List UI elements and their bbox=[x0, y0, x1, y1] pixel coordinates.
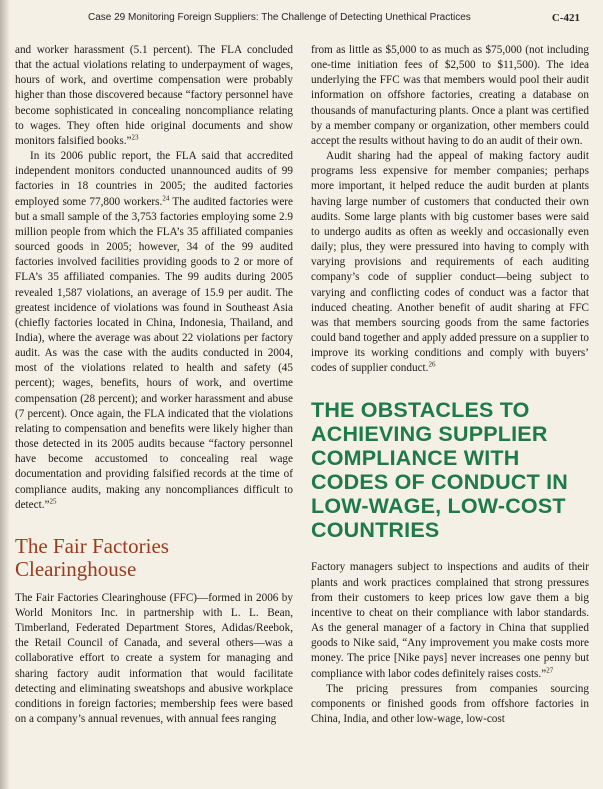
footnote-ref: 25 bbox=[49, 496, 57, 505]
page-number: C-421 bbox=[551, 12, 580, 24]
running-header bbox=[88, 12, 588, 28]
paragraph: Factory managers subject to inspections and audits of their plants and work practices complained that strong pressures from their customers to keep prices low gave them a big incentive to cheat on their compliance with labor standards. As the general manager of a factory in China that supplied goods to Nike said, “Any improvement you make costs more money. The price [Nike pays] never increases one penny but compliance with labor codes definitely raises costs.”$^{27}$ bbox=[311, 561, 589, 680]
paragraph: The pricing pressures from companies sourcing components or finished goods from offshore factories in China, India, and other low-wage, low-cost bbox=[311, 682, 589, 725]
binding-shadow bbox=[0, 0, 10, 789]
footnote-ref: 23 bbox=[131, 133, 139, 142]
left-column bbox=[15, 43, 293, 727]
paragraph: In its 2006 public report, the FLA said that accredited independent monitors conducted unannounced audits of 99 factories in 18 countries in 2005; the audited factories employed some 77,800 workers.$^{24}$ The audited factories were but a small sample of the 3,753 factories employing some 2.9 million people from which the FLA’s 35 affiliated companies sourced goods in 2005; however, 34 of the 99 audited factories involved facilities providing goods to 2 or more of FLA’s 35 affiliated companies. The 99 audits during 2005 revealed 1,587 violations, an average of 15.9 per audit. The greatest incidence of violations was found in Southeast Asia (chiefly factories located in China, Indonesia, Thailand, and India), where the average was about 22 violations per factory audit. As was the case with the audits conducted in 2004, most of the violations related to health and safety (45 percent); wages, benefits, hours of work, and overtime compensation (28 percent); and worker harassment and abuse (7 percent). Once again, the FLA indicated that the violations relating to compensation and benefits were likely higher than those detected in its 2005 audits because “factory personnel have become accustomed to concealing real wage documentation and providing falsified records at the time of compliance audits, making any noncompliances difficult to detect.”$^{25}$ bbox=[15, 150, 293, 511]
running-title: Case 29 Monitoring Foreign Suppliers: The Challenge of Detecting Unethical Practices bbox=[88, 12, 471, 23]
footnote-ref: 26 bbox=[428, 360, 436, 369]
section-heading: THE OBSTACLES TO ACHIEVING SUPPLIER COMPLIANCE WITH CODES OF CONDUCT IN LOW-WAGE, LOW-COST COUNTRIES bbox=[311, 398, 569, 543]
paragraph: from as little as $5,000 to as much as $75,000 (not including one-time initiation fees of $2,500 to $11,500). The idea underlying the FFC was that members would pool their audit information on offshore factories, creating a database on thousands of manufacturing plants. Once a plant was certified by a member company or organization, other members could accept the results without having to do an audit of their own. bbox=[311, 44, 589, 147]
paragraph: The Fair Factories Clearinghouse (FFC)—formed in 2006 by World Monitors Inc. in partnership with L. L. Bean, Timberland, Federated Department Stores, Adidas/Reebok, the Retail Council of Canada, and several others—was a collaborative effort to create a system for managing and sharing factory audit information that would facilitate detecting and eliminating sweatshops and abusive workplace conditions in foreign factories; membership fees were based on a company’s annual revenues, with annual fees ranging bbox=[15, 591, 293, 726]
footnote-ref: 27 bbox=[546, 665, 554, 674]
paragraph: Audit sharing had the appeal of making factory audit programs less expensive for member companies; perhaps more important, it helped reduce the audit burden at plants having large number of customers that conducted their own audits. Some large plants with big customer bases were said to undergo audits as often as weekly and occasionally even daily; plus, they were pressured into having to comply with varying provisions and requirements of each auditing company’s code of supplier conduct—being subject to varying and conflicting codes of conduct was a factor that induced cheating. Another benefit of audit sharing at FFC was that members sourcing goods from the same factories could band together and apply added pressure on a supplier to improve its working conditions and comply with buyers’ codes of supplier conduct.$^{26}$ bbox=[311, 150, 589, 375]
paragraph: and worker harassment (5.1 percent). The FLA concluded that the actual violations relating to underpayment of wages, hours of work, and overtime compensation were probably higher than those discovered because “factory personnel have become sophisticated in concealing noncompliance relating to wages. They often hide original documents and show monitors falsified books.”$^{23}$ bbox=[15, 44, 293, 147]
right-column bbox=[311, 43, 589, 727]
section-title: The Fair Factories Clearinghouse bbox=[15, 533, 169, 581]
footnote-ref: 24 bbox=[162, 193, 170, 202]
